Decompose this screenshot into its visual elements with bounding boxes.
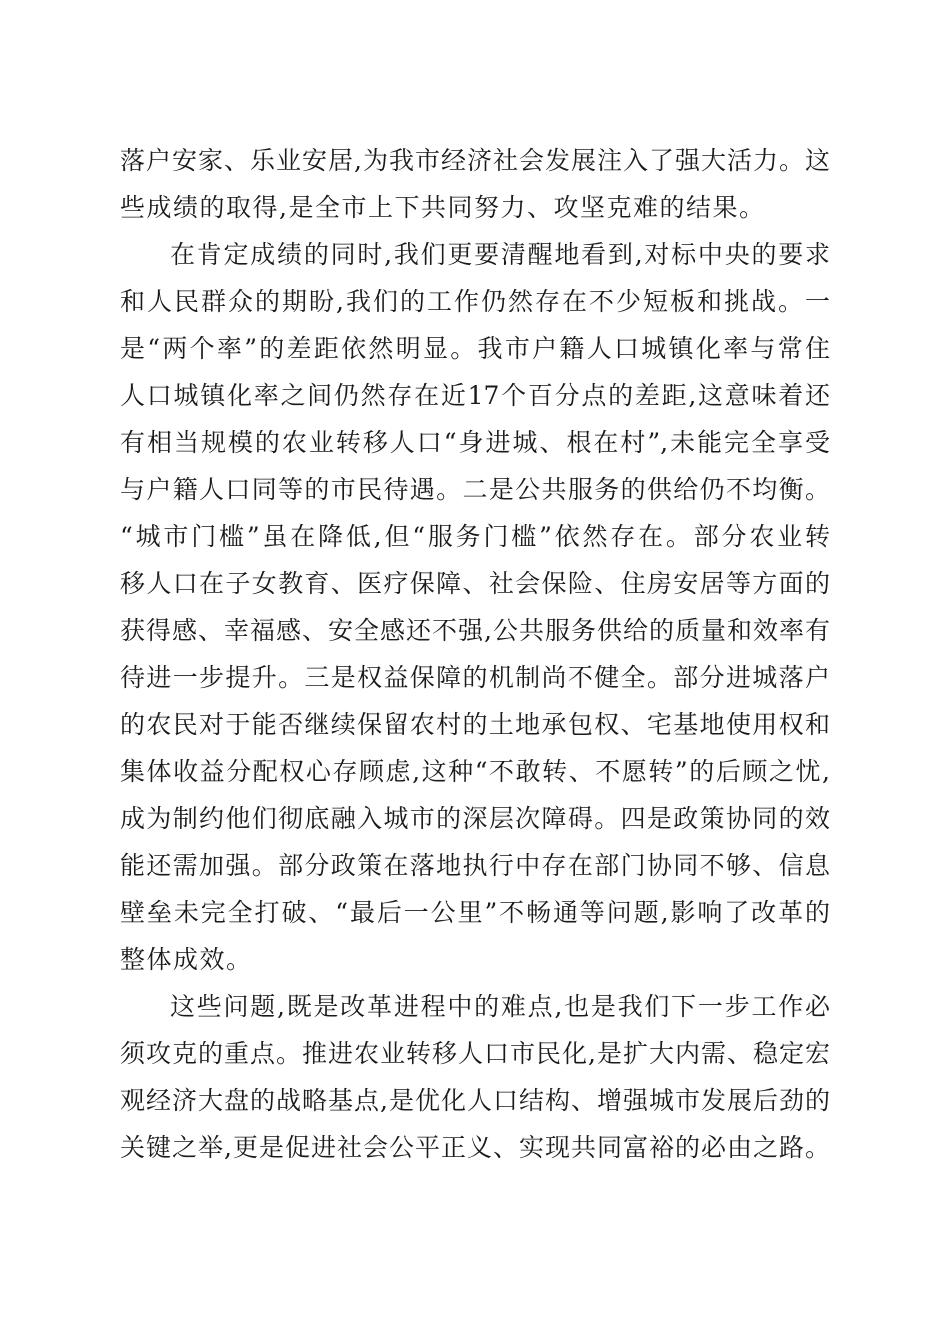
- paragraph-first-line: 这些问题,既是改革进程中的难点,也是我们下一步工作必: [170, 992, 830, 1021]
- text-line: 移人口在子女教育、医疗保障、社会保险、住房安居等方面的: [120, 569, 830, 598]
- text-line: 人口城镇化率之间仍然存在近17个百分点的差距,这意味着还: [120, 381, 830, 410]
- text-line: 些成绩的取得,是全市上下共同努力、攻坚克难的结果。: [120, 193, 766, 222]
- text-line: “城市门槛”虽在降低,但“服务门槛”依然存在。部分农业转: [120, 522, 830, 551]
- text-line: 有相当规模的农业转移人口“身进城、根在村”,未能完全享受: [120, 428, 830, 457]
- text-line: 的农民对于能否继续保留农村的土地承包权、宅基地使用权和: [120, 710, 830, 739]
- text-line: 关键之举,更是促进社会公平正义、实现共同富裕的必由之路。: [120, 1133, 830, 1162]
- paragraph-first-line: 在肯定成绩的同时,我们更要清醒地看到,对标中央的要求: [170, 240, 830, 269]
- text-line: 壁垒未完全打破、“最后一公里”不畅通等问题,影响了改革的: [120, 898, 830, 927]
- text-line: 和人民群众的期盼,我们的工作仍然存在不少短板和挑战。一: [120, 287, 830, 316]
- text-line: 成为制约他们彻底融入城市的深层次障碍。四是政策协同的效: [120, 804, 830, 833]
- text-line: 须攻克的重点。推进农业转移人口市民化,是扩大内需、稳定宏: [120, 1039, 830, 1068]
- text-line: 能还需加强。部分政策在落地执行中存在部门协同不够、信息: [120, 851, 830, 880]
- text-line: 与户籍人口同等的市民待遇。二是公共服务的供给仍不均衡。: [120, 475, 830, 504]
- text-line: 集体收益分配权心存顾虑,这种“不敢转、不愿转”的后顾之忧,: [120, 757, 830, 786]
- text-line: 观经济大盘的战略基点,是优化人口结构、增强城市发展后劲的: [120, 1086, 830, 1115]
- text-line: 落户安家、乐业安居,为我市经济社会发展注入了强大活力。这: [120, 146, 830, 175]
- text-line: 获得感、幸福感、安全感还不强,公共服务供给的质量和效率有: [120, 616, 830, 645]
- text-line: 待进一步提升。三是权益保障的机制尚不健全。部分进城落户: [120, 663, 830, 692]
- text-line: 整体成效。: [120, 945, 253, 974]
- text-line: 是“两个率”的差距依然明显。我市户籍人口城镇化率与常住: [120, 334, 830, 363]
